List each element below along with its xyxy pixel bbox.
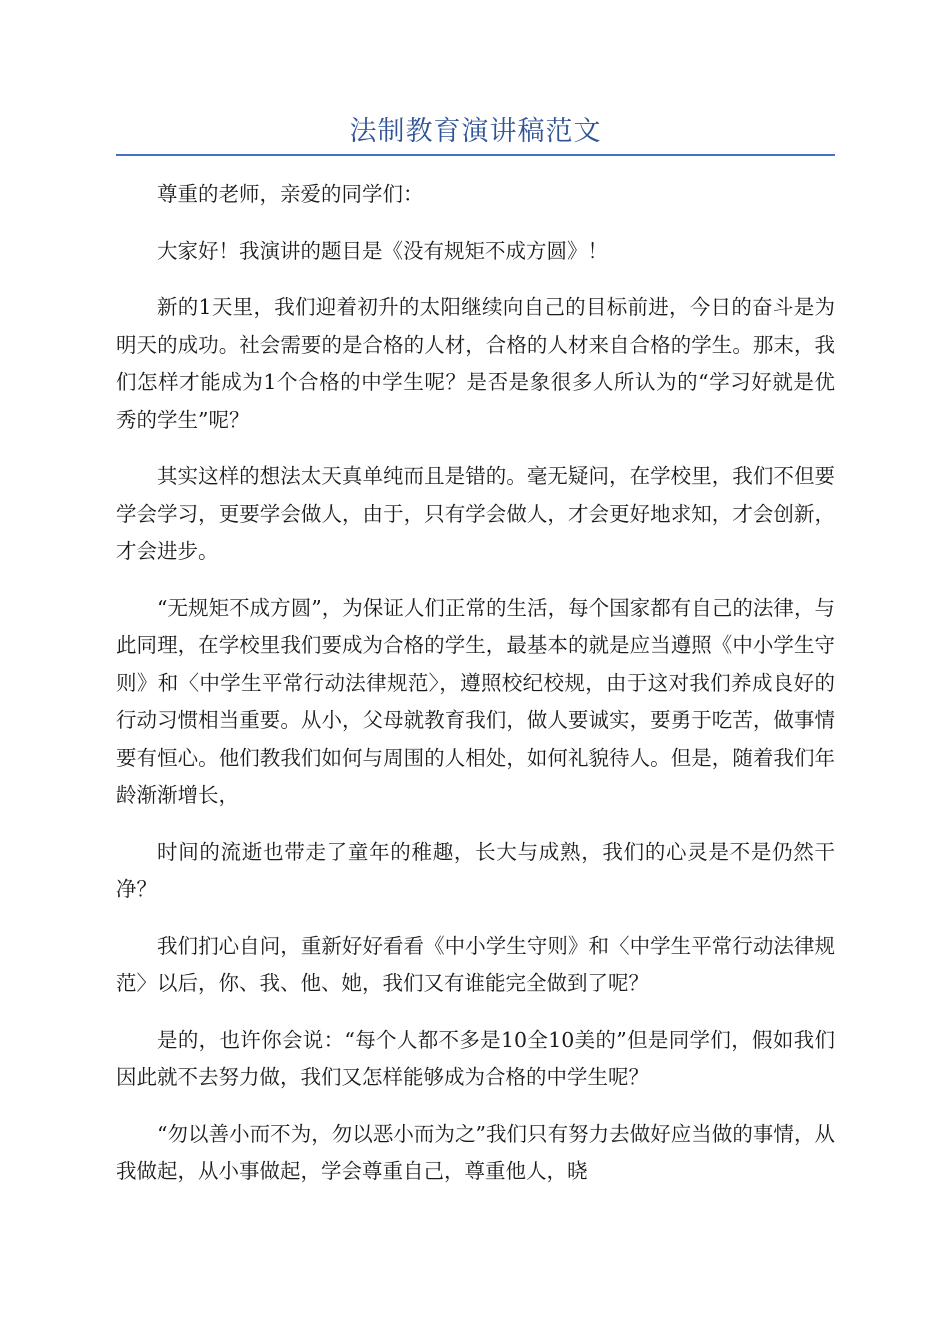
paragraph-body: 我们扪心自问，重新好好看看《中小学生守则》和〈中学生平常行动法律规范〉以后，你、我、他、她，我们又有谁能完全做到了呢？ [116,933,835,995]
paragraph-intro: 大家好！我演讲的题目是《没有规矩不成方圆》！ [157,238,608,263]
paragraph-body: 时间的流逝也带走了童年的稚趣，长大与成熟，我们的心灵是不是仍然干净？ [116,839,835,901]
paragraph-body: “勿以善小而不为，勿以恶小而为之”我们只有努力去做好应当做的事情，从我做起，从小事做起，学会尊重自己，尊重他人，晓 [116,1121,835,1183]
paragraph-body: 其实这样的想法太天真单纯而且是错的。毫无疑问，在学校里，我们不但要学会学习，更要学会做人，由于，只有学会做人，才会更好地求知，才会创新，才会进步。 [116,464,835,563]
paragraph-body: “无规矩不成方圆”，为保证人们正常的生活，每个国家都有自己的法律，与此同理，在学校里我们要成为合格的学生，最基本的就是应当遵照《中小学生守则》和〈中学生平常行动法律规范〉，遵照校纪校规，由于这对我们养成良好的行动习惯相当重要。从小，父母就教育我们，做人要诚实，要勇于吃苦，做事情要有恒心。他们教我们如何与周围的人相处，如何礼貌待人。但是，随着我们年龄渐渐增长， [116,595,835,807]
document-body [116,176,835,1210]
paragraph-greeting: 尊重的老师，亲爱的同学们： [157,182,424,206]
paragraph-body: 是的，也许你会说：“每个人都不多是10全10美的”但是同学们，假如我们因此就不去努力做，我们又怎样能够成为合格的中学生呢？ [116,1027,835,1089]
paragraph-body: 新的1天里，我们迎着初升的太阳继续向自己的目标前进，今日的奋斗是为明天的成功。社会需要的是合格的人材，合格的人材来自合格的学生。那末，我们怎样才能成为1个合格的中学生呢？是否是象很多人所认为的“学习好就是优秀的学生”呢？ [116,295,835,432]
document-title: 法制教育演讲稿范文 [349,116,602,147]
title-underline [116,154,835,156]
